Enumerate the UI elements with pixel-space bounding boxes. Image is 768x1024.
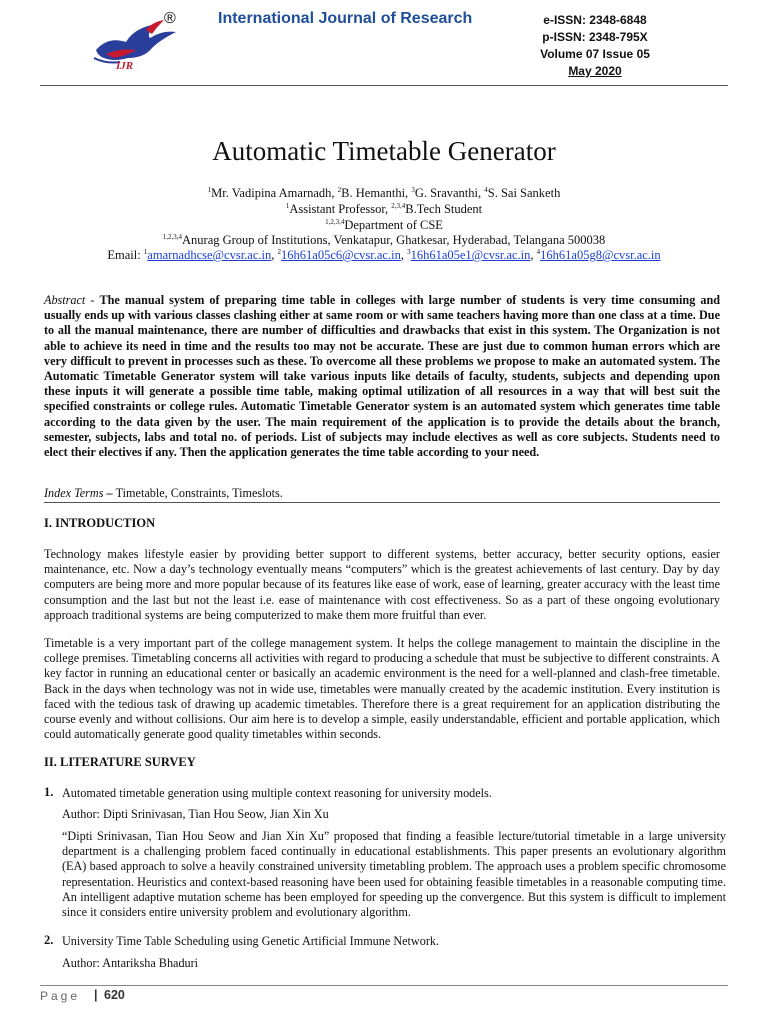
list-item-number: 2.: [44, 933, 54, 947]
email-label: Email:: [107, 248, 144, 262]
header-divider: [40, 85, 728, 86]
email-link[interactable]: amarnadhcse@cvsr.ac.in: [147, 248, 272, 262]
logo-text: IJR: [116, 60, 134, 72]
role-text: Assistant Professor,: [289, 202, 392, 216]
paper-title: Automatic Timetable Generator: [212, 136, 556, 166]
index-terms-text: Timetable, Constraints, Timeslots.: [115, 486, 283, 500]
author-name: G. Sravanthi,: [414, 186, 485, 200]
email-sep: ,: [400, 248, 408, 262]
index-terms: [44, 486, 720, 501]
author-sup: 3: [411, 185, 415, 194]
dept-sup: 1,2,3,4: [325, 217, 345, 226]
author-sup: 2: [337, 185, 342, 194]
footer-divider: [40, 985, 728, 986]
volume-issue: Volume 07 Issue 05: [540, 47, 650, 61]
role-text: B.Tech Student: [405, 202, 483, 216]
index-divider: [44, 502, 720, 503]
intro-paragraph-1: Technology makes lifestyle easier by providing better support to different systems, better accuracy, better security options, easier maintenance, etc. Now a day’s technology eventually means “computers” which is the greatest achievements of last century. Day by day computers are being more and more popular because of its features like ease of work, ease of learning, greater accuracy with the least time consumption and the last but not the least i.e. ease of maintenance with cost effectiveness. So as a part of these ongoing evolutionary approach traditional systems are being computerized to make them more fruitful than ever.: [44, 547, 720, 622]
issue-date: May 2020: [568, 64, 622, 78]
email-sup: 2: [277, 247, 282, 256]
list-item-number: 1.: [44, 785, 54, 799]
eissn: e-ISSN: 2348-6848: [543, 13, 647, 27]
intro-heading: I. INTRODUCTION: [44, 516, 156, 530]
abstract-text: The manual system of preparing time table in colleges with large number of students is very time consuming and usually ends up with various classes clashing either at same room or with same teachers having more than one class at a time. Due to all the manual maintenance, there are number of difficulties and drawbacks that exist in this system. The Organization is not able to achieve its need in time and the results too may not be accurate. These are just due to common human errors which are very difficult to prevent in processes such as these. To overcome all these problems we propose to make an automated system. The Automatic Timetable Generator system will take various inputs like details of faculty, students, subjects and depending upon these inputs it will generate a possible time table, making optimal utilization of all resources in a way that will best suit the specified constraints or college rules. Automatic Timetable Generator system is an automated system which generates time table according to the data given by the user. The main requirement of the application is to provide the details about the branch, semester, subjects, labs and total no. of periods. List of subjects may include electives as well as core subjects. Students need to elect their electives if any. Then the application generates the time table according to your need.: [44, 293, 720, 460]
inst-sup: 1,2,3,4: [162, 232, 182, 241]
page-number: 620: [104, 988, 125, 1002]
list-item-title: Automated timetable generation using multiple context reasoning for university models.: [62, 786, 492, 800]
index-terms-label: Index Terms: [44, 486, 104, 500]
dept-text: Department of CSE: [344, 218, 443, 232]
email-link[interactable]: 16h61a05g8@cvsr.ac.in: [540, 248, 661, 262]
author-sup: 1: [207, 185, 212, 194]
author-name: B. Hemanthi,: [341, 186, 412, 200]
list-item-author: Author: Antariksha Bhaduri: [62, 956, 199, 970]
intro-paragraph-2: Timetable is a very important part of the college management system. It helps the college management to maintain the discipline in the college premises. Timetabling concerns all activities with regard to producing a schedule that must be subjective to different constraints. A key factor in running an educational center or basically an academic environment is the need for a well-planned and clash-free timetable. Back in the days when technology was not in wide use, timetables were manually created by the academic institution. Every institution is faced with the tedious task of drawing up academic timetables. Therefore there is a great requirement for an application distributing the course evenly and without collisions. Our aim here is to develop a simple, easily understandable, efficient and portable application, which could automatically generate good quality timetables within seconds.: [44, 636, 720, 742]
email-sup: 3: [407, 247, 411, 256]
email-sep: ,: [271, 248, 278, 262]
list-item-author: Author: Dipti Srinivasan, Tian Hou Seow, Jian Xin Xu: [62, 807, 329, 821]
author-name: Mr. Vadipina Amarnadh,: [211, 186, 338, 200]
inst-text: Anurag Group of Institutions, Venkatapur, Ghatkesar, Hyderabad, Telangana 500038: [182, 233, 606, 247]
email-line: [0, 248, 768, 263]
role-sup: 1: [285, 201, 290, 210]
email-link[interactable]: 16h61a05c6@cvsr.ac.in: [281, 248, 401, 262]
author-line: [0, 186, 768, 201]
abstract-label: Abstract -: [44, 293, 100, 307]
role-sup: 2,3,4: [391, 201, 406, 210]
journal-name: International Journal of Research: [218, 10, 473, 27]
literature-heading: II. LITERATURE SURVEY: [44, 755, 196, 769]
registered-mark: ®: [164, 10, 176, 27]
roles-line: [0, 202, 768, 217]
pissn: p-ISSN: 2348-795X: [542, 30, 648, 44]
email-sup: 1: [143, 247, 148, 256]
list-item-title: University Time Table Scheduling using Genetic Artificial Immune Network.: [62, 934, 440, 948]
page-label: Page: [40, 989, 81, 1003]
index-terms-dash: –: [103, 486, 116, 500]
abstract: [44, 293, 720, 460]
email-link[interactable]: 16h61a05e1@cvsr.ac.in: [410, 248, 531, 262]
author-name: S. Sai Sanketh: [487, 186, 561, 200]
email-sep: ,: [530, 248, 537, 262]
page-separator: |: [94, 988, 98, 1002]
institution-line: [0, 233, 768, 248]
list-item-description: “Dipti Srinivasan, Tian Hou Seow and Jian Xin Xu” proposed that finding a feasible lecture/tutorial timetable in a large university department is a challenging problem faced continually in educational establishments. This paper presents an evolutionary algorithm (EA) based approach to solve a heavily constrained university timetabling problem. The approach uses a problem specific chromosome representation. Heuristics and context-based reasoning have been used for obtaining feasible timetables in a reasonable computing time. An intelligent adaptive mutation scheme has been employed for speeding up the convergence. But this system is difficult to implement since it considers entire university problem and evolutionary algorithm.: [62, 829, 726, 920]
author-sup: 4: [484, 185, 488, 194]
issn-block: [540, 12, 650, 80]
department-line: [0, 218, 768, 233]
email-sup: 4: [536, 247, 541, 256]
